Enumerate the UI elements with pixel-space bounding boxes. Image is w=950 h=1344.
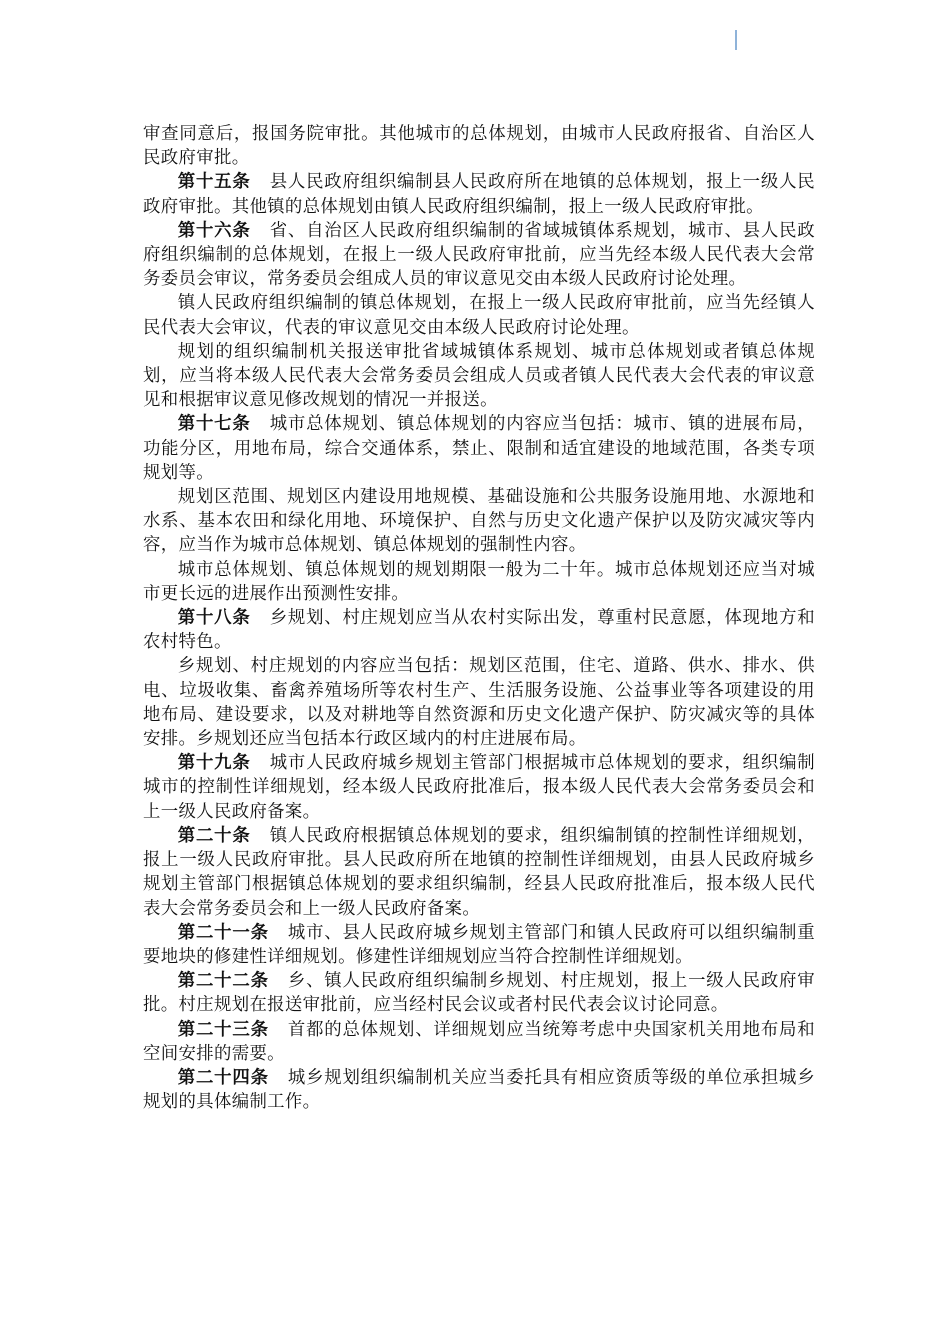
article-number: 第二十条 (177, 825, 251, 846)
page-marker (735, 30, 737, 50)
document-body (143, 122, 815, 1114)
paragraph-text: 审查同意后，报国务院审批。其他城市的总体规划，由城市人民政府报省、自治区人民政府审批。 (143, 124, 815, 169)
article-23 (143, 1018, 815, 1066)
article-number: 第二十二条 (177, 971, 269, 992)
paragraph-text: 镇人民政府组织编制的镇总体规划，在报上一级人民政府审批前，应当先经镇人民代表大会审议，代表的审议意见交由本级人民政府讨论处理。 (143, 293, 815, 338)
article-number: 第十六条 (177, 220, 251, 241)
article-number: 第二十一条 (177, 922, 269, 943)
paragraph (143, 122, 815, 170)
article-22 (143, 969, 815, 1017)
paragraph-text: 省、自治区人民政府组织编制的省域城镇体系规划，城市、县人民政府组织编制的总体规划，在报上一级人民政府审批前，应当先经本级人民代表大会常务委员会审议，常务委员会组成人员的审议意见交由本级人民政府讨论处理。 (143, 220, 815, 290)
paragraph (143, 485, 815, 558)
article-number: 第十八条 (177, 608, 251, 629)
paragraph (143, 558, 815, 606)
article-17 (143, 412, 815, 485)
paragraph-text: 城市总体规划、镇总体规划的规划期限一般为二十年。城市总体规划还应当对城市更长远的进展作出预测性安排。 (143, 559, 815, 604)
article-number: 第二十三条 (177, 1019, 269, 1040)
paragraph (143, 340, 815, 413)
article-number: 第十五条 (177, 172, 251, 193)
paragraph-text: 规划的组织编制机关报送审批省域城镇体系规划、城市总体规划或者镇总体规划，应当将本级人民代表大会常务委员会组成人员或者镇人民代表大会代表的审议意见和根据审议意见修改规划的情况一并报送。 (143, 341, 815, 411)
paragraph-text: 乡、镇人民政府组织编制乡规划、村庄规划，报上一级人民政府审批。村庄规划在报送审批前，应当经村民会议或者村民代表会议讨论同意。 (143, 971, 815, 1016)
paragraph-text: 乡规划、村庄规划应当从农村实际出发，尊重村民意愿，体现地方和农村特色。 (143, 608, 815, 653)
article-21 (143, 921, 815, 969)
paragraph-text: 城市、县人民政府城乡规划主管部门和镇人民政府可以组织编制重要地块的修建性详细规划。修建性详细规划应当符合控制性详细规划。 (143, 922, 815, 967)
paragraph-text: 规划区范围、规划区内建设用地规模、基础设施和公共服务设施用地、水源地和水系、基本农田和绿化用地、环境保护、自然与历史文化遗产保护以及防灾减灾等内容，应当作为城市总体规划、镇总体规划的强制性内容。 (143, 487, 815, 556)
article-20 (143, 824, 815, 921)
article-15 (143, 170, 815, 218)
paragraph (143, 291, 815, 339)
paragraph-text: 县人民政府组织编制县人民政府所在地镇的总体规划，报上一级人民政府审批。其他镇的总体规划由镇人民政府组织编制，报上一级人民政府审批。 (143, 172, 815, 217)
article-18 (143, 606, 815, 654)
article-number: 第十七条 (177, 414, 251, 435)
article-number: 第二十四条 (177, 1067, 269, 1088)
paragraph-text: 城市人民政府城乡规划主管部门根据城市总体规划的要求，组织编制城市的控制性详细规划，经本级人民政府批准后，报本级人民代表大会常务委员会和上一级人民政府备案。 (143, 753, 815, 822)
paragraph-text: 城市总体规划、镇总体规划的内容应当包括：城市、镇的进展布局，功能分区，用地布局，综合交通体系，禁止、限制和适宜建设的地域范围，各类专项规划等。 (143, 414, 815, 483)
paragraph-text: 首都的总体规划、详细规划应当统筹考虑中央国家机关用地布局和空间安排的需要。 (143, 1019, 815, 1064)
paragraph-text: 镇人民政府根据镇总体规划的要求，组织编制镇的控制性详细规划，报上一级人民政府审批。县人民政府所在地镇的控制性详细规划，由县人民政府城乡规划主管部门根据镇总体规划的要求组织编制，经县人民政府批准后，报本级人民代表大会常务委员会和上一级人民政府备案。 (143, 825, 815, 919)
article-24 (143, 1066, 815, 1114)
article-16 (143, 219, 815, 292)
paragraph-text: 城乡规划组织编制机关应当委托具有相应资质等级的单位承担城乡规划的具体编制工作。 (143, 1067, 815, 1113)
article-number: 第十九条 (177, 753, 251, 774)
paragraph (143, 654, 815, 751)
paragraph-text: 乡规划、村庄规划的内容应当包括：规划区范围，住宅、道路、供水、排水、供电、垃圾收集、畜禽养殖场所等农村生产、生活服务设施、公益事业等各项建设的用地布局、建设要求，以及对耕地等自然资源和历史文化遗产保护、防灾减灾等的具体安排。乡规划还应当包括本行政区域内的村庄进展布局。 (143, 656, 815, 750)
article-19 (143, 751, 815, 824)
